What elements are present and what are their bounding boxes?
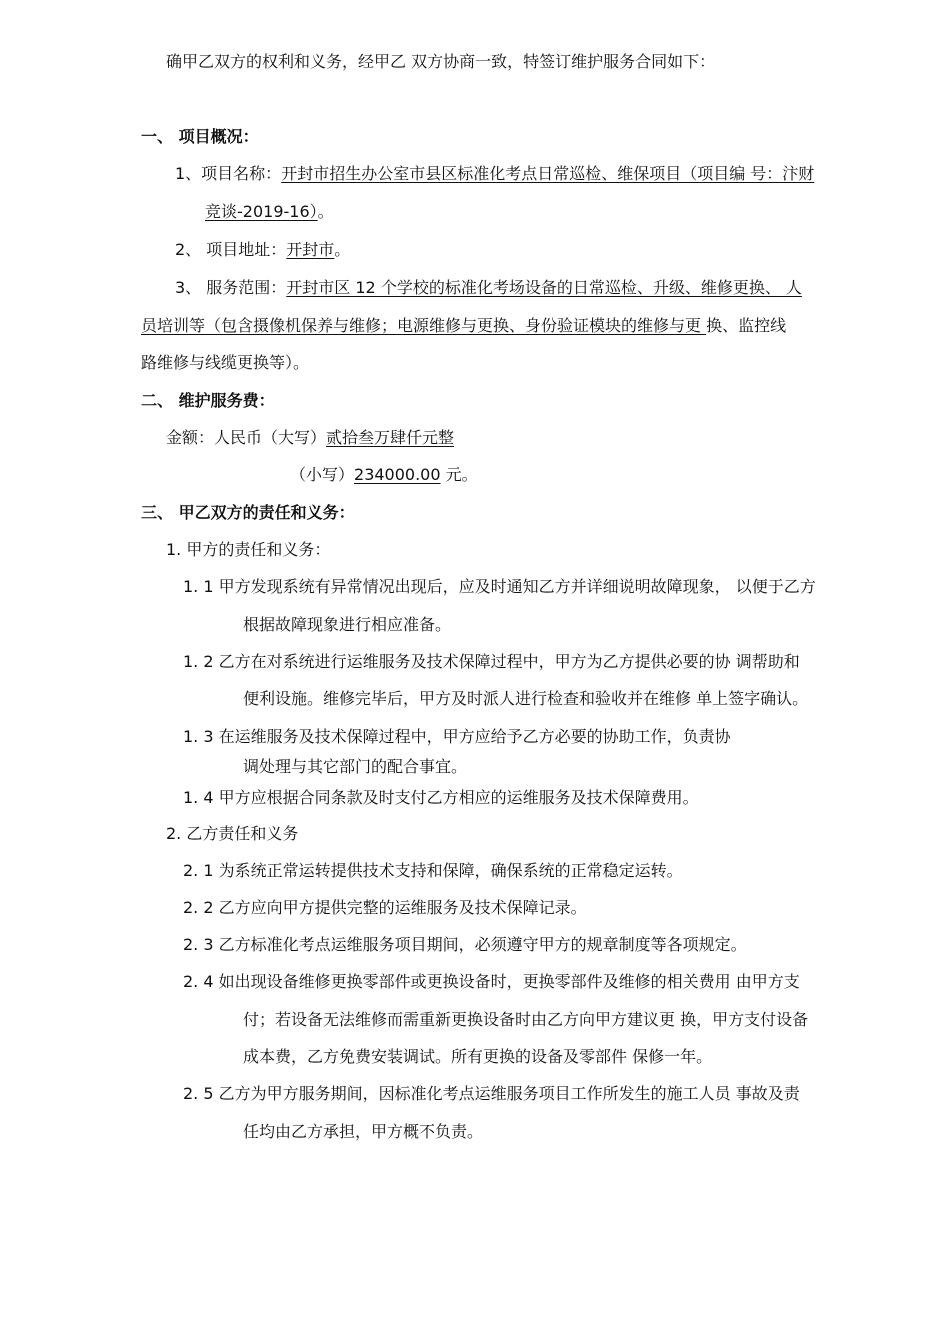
project-name-label: 1、项目名称： bbox=[175, 164, 282, 183]
service-scope-value-tail: 换、监控线 bbox=[706, 316, 787, 335]
project-name-end: 。 bbox=[317, 202, 334, 221]
project-name-row-2 bbox=[205, 204, 334, 220]
clause-1-1-line-1: 1. 1 甲方发现系统有异常情况出现后，应及时通知乙方并详细说明故障现象， 以便于乙方 bbox=[183, 577, 816, 596]
clause-1-2-line-1: 1. 2 乙方在对系统进行运维服务及技术保障过程中，甲方为乙方提供必要的协 调帮助和 bbox=[183, 652, 800, 671]
service-scope-row-3: 路维修与线缆更换等）。 bbox=[141, 353, 310, 372]
clause-2-5-line-1: 2. 5 乙方为甲方服务期间，因标准化考点运维服务项目工作所发生的施工人员 事故及责 bbox=[183, 1084, 800, 1103]
clause-2-5-line-2: 任均由乙方承担，甲方概不负责。 bbox=[243, 1122, 484, 1141]
project-address-label: 2、 项目地址： bbox=[175, 240, 287, 259]
service-scope-value: 开封市区 12 个学校的标准化考场设备的日常巡检、升级、维修更换、 人 bbox=[286, 278, 802, 297]
intro-paragraph: 确甲乙双方的权利和义务，经甲乙 双方协商一致，特签订维护服务合同如下： bbox=[166, 52, 716, 71]
project-address-value: 开封市 bbox=[286, 240, 335, 259]
clause-2-4-line-2: 付；若设备无法维修而需重新更换设备时由乙方向甲方建议更 换，甲方支付设备 bbox=[243, 1010, 809, 1029]
service-scope-row bbox=[175, 280, 802, 296]
clause-2-4-line-1: 2. 4 如出现设备维修更换零部件或更换设备时，更换零部件及维修的相关费用 由甲方支 bbox=[183, 972, 800, 991]
clause-2-4-line-3: 成本费，乙方免费安装调试。所有更换的设备及零部件 保修一年。 bbox=[243, 1047, 713, 1066]
amount-upper-value: 贰拾叁万肆仟元整 bbox=[326, 428, 455, 447]
section-1-heading: 一、 项目概况： bbox=[141, 127, 259, 146]
amount-lower-value: 234000.00 bbox=[354, 465, 441, 484]
amount-lower-row bbox=[290, 467, 478, 483]
project-name-value: 开封市招生办公室市县区标准化考点日常巡检、维保项目（项目编 号：汴财 bbox=[281, 164, 815, 183]
project-address-row bbox=[175, 242, 350, 258]
service-scope-label: 3、 服务范围： bbox=[175, 278, 287, 297]
service-scope-value-cont: 员培训等（包含摄像机保养与维修；电源维修与更换、身份验证模块的维修与更 bbox=[141, 316, 707, 335]
clause-2-1: 2. 1 为系统正常运转提供技术支持和保障，确保系统的正常稳定运转。 bbox=[183, 861, 683, 880]
clause-1-2-line-2: 便利设施。维修完毕后，甲方及时派人进行检查和验收并在维修 单上签字确认。 bbox=[243, 689, 809, 708]
amount-lower-label: （小写） bbox=[290, 465, 355, 484]
amount-lower-unit: 元。 bbox=[440, 465, 478, 484]
clause-1-1-line-2: 根据故障现象进行相应准备。 bbox=[243, 615, 452, 634]
section-2-heading: 二、 维护服务费： bbox=[141, 391, 275, 410]
project-name-row bbox=[175, 166, 814, 182]
clause-1-3-line-1: 1. 3 在运维服务及技术保障过程中，甲方应给予乙方必要的协助工作，负责协 bbox=[183, 727, 731, 746]
clause-2-3: 2. 3 乙方标准化考点运维服务项目期间，必须遵守甲方的规章制度等各项规定。 bbox=[183, 935, 747, 954]
party-b-heading: 2. 乙方责任和义务 bbox=[166, 824, 299, 843]
party-a-heading: 1. 甲方的责任和义务： bbox=[166, 540, 331, 559]
service-scope-row-2 bbox=[141, 318, 786, 334]
amount-upper-label: 金额：人民币（大写） bbox=[166, 428, 327, 447]
clause-1-4: 1. 4 甲方应根据合同条款及时支付乙方相应的运维服务及技术保障费用。 bbox=[183, 788, 699, 807]
amount-upper-row bbox=[166, 430, 454, 446]
clause-2-2: 2. 2 乙方应向甲方提供完整的运维服务及技术保障记录。 bbox=[183, 898, 587, 917]
project-address-end: 。 bbox=[334, 240, 351, 259]
section-3-heading: 三、 甲乙双方的责任和义务： bbox=[141, 503, 355, 522]
clause-1-3-line-2: 调处理与其它部门的配合事宜。 bbox=[243, 757, 468, 776]
project-name-value-cont: 竞谈-2019-16） bbox=[205, 202, 318, 221]
